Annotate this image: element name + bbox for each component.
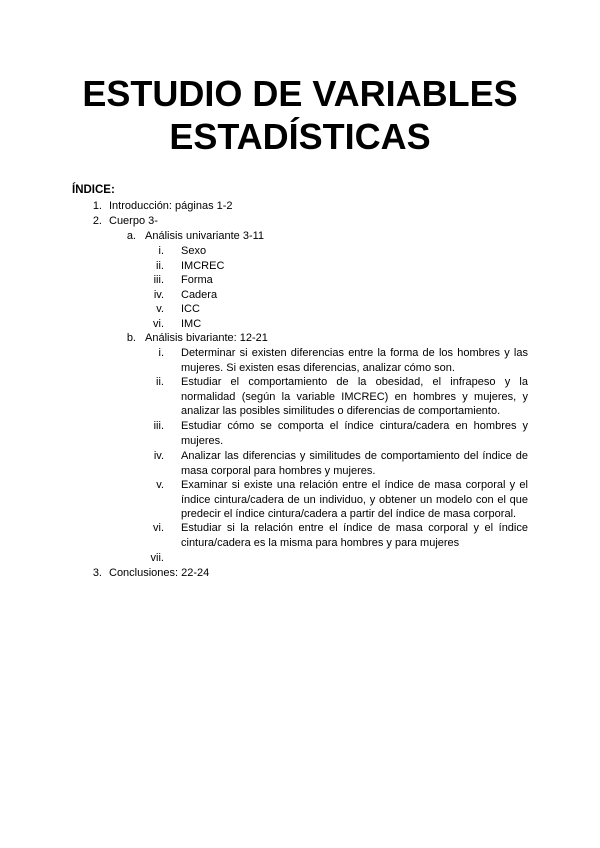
list-item-text: Cadera — [181, 289, 218, 301]
title-line-2: ESTADÍSTICAS — [169, 116, 431, 157]
list-marker: v. — [156, 479, 164, 491]
list-item-text: ICC — [181, 303, 200, 315]
list-marker: vii. — [150, 552, 164, 564]
toc-item-text: Análisis bivariante: 12-21 — [145, 332, 268, 344]
list-marker: iv. — [153, 289, 164, 301]
list-marker: 3. — [92, 567, 102, 579]
toc-item-text: Introducción: páginas 1-2 — [109, 200, 233, 212]
list-item-text: Estudiar si la relación entre el índice de masa corporal y el índice cintura/cadera es la misma para hombres y para mujeres — [181, 522, 528, 549]
list-item-text: IMCREC — [181, 260, 225, 272]
document-title — [0, 72, 600, 158]
title-line-1: ESTUDIO DE VARIABLES — [82, 73, 518, 114]
list-marker: iv. — [153, 450, 164, 462]
list-item-text: Estudiar el comportamiento de la obesidad, el infrapeso y la normalidad (según la variable IMCREC) en hombres y mujeres, y analizar las posibles similitudes o diferencias de comportamiento. — [181, 376, 528, 418]
list-item-text: Determinar si existen diferencias entre la forma de los hombres y las mujeres. Si existen esas diferencias, analizar cómo son. — [181, 347, 528, 374]
list-marker: 1. — [92, 200, 102, 212]
list-item-text: Forma — [181, 274, 213, 286]
list-marker: iii. — [153, 420, 164, 432]
list-marker: ii. — [156, 376, 164, 388]
list-marker: v. — [156, 303, 164, 315]
list-item-text: Examinar si existe una relación entre el índice de masa corporal y el índice cintura/cadera de un individuo, y obtener un modelo con el que predecir el índice cintura/cadera a partir del índice de masa corporal. — [181, 479, 528, 521]
list-marker: i. — [158, 245, 164, 257]
list-item-text: Analizar las diferencias y similitudes de comportamiento del índice de masa corporal para hombres y mujeres. — [181, 450, 528, 477]
list-marker: a. — [126, 230, 136, 242]
toc-item-text: Conclusiones: 22-24 — [109, 567, 210, 579]
list-marker: vi. — [153, 318, 164, 330]
list-marker: i. — [158, 347, 164, 359]
list-item-text: Estudiar cómo se comporta el índice cintura/cadera en hombres y mujeres. — [181, 420, 528, 447]
toc-item-text: Cuerpo 3- — [109, 215, 158, 227]
list-marker: 2. — [92, 215, 102, 227]
list-marker: vi. — [153, 522, 164, 534]
list-item-text: Sexo — [181, 245, 207, 257]
list-marker: iii. — [153, 274, 164, 286]
toc-item-text: Análisis univariante 3-11 — [145, 230, 265, 242]
list-marker: b. — [126, 332, 136, 344]
index-heading: ÍNDICE: — [72, 184, 115, 196]
list-marker: ii. — [156, 260, 164, 272]
list-item-text: IMC — [181, 318, 202, 330]
